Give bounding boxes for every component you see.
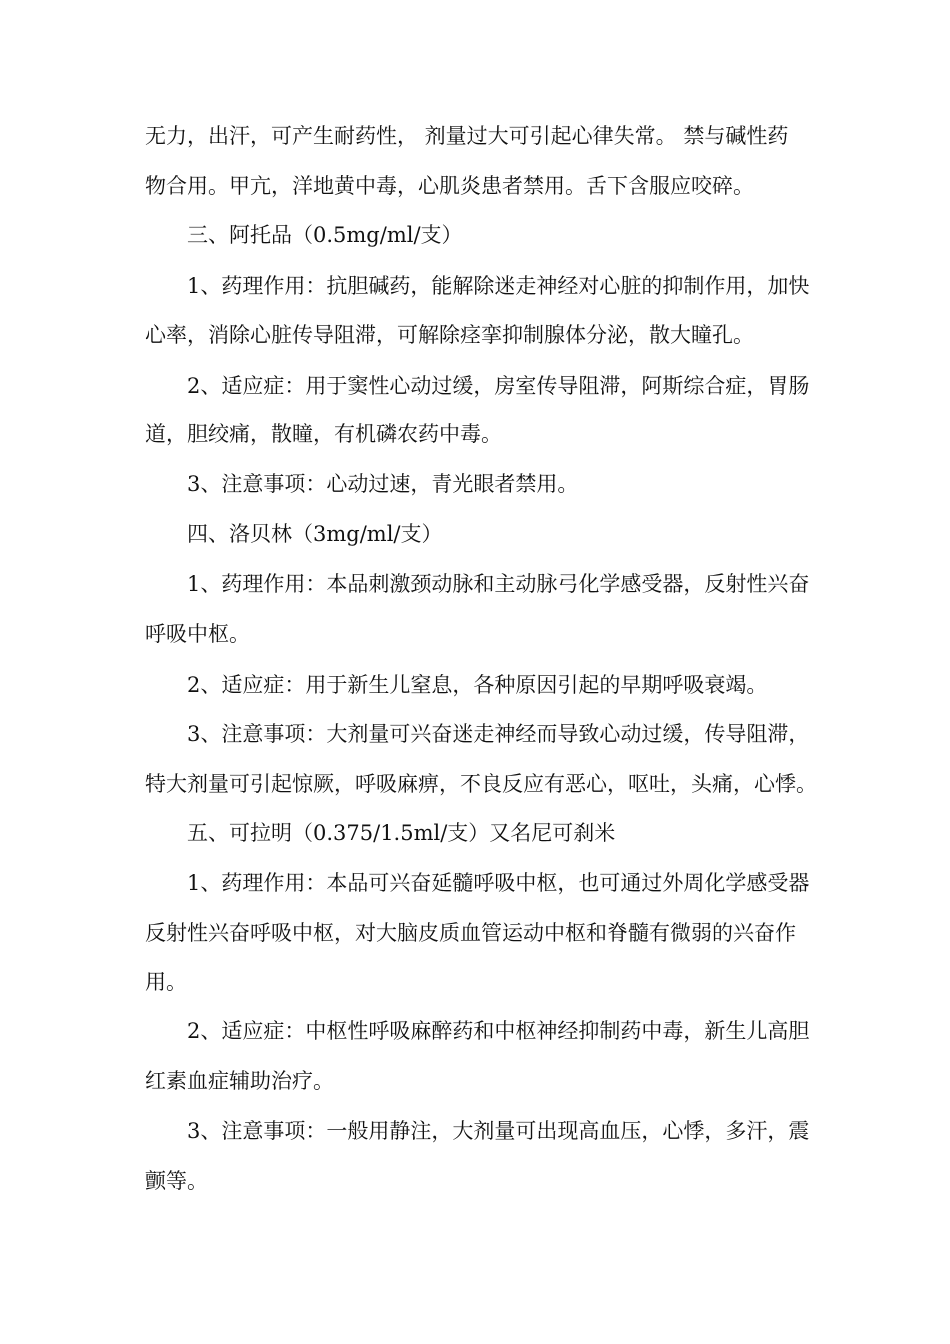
paragraph-line: 物合用。甲亢，洋地黄中毒，心肌炎患者禁用。舌下含服应咬碎。 xyxy=(145,174,754,198)
paragraph-line: 1、药理作用：本品刺激颈动脉和主动脉弓化学感受器，反射性兴奋 xyxy=(187,572,810,596)
section-heading-atropine: 三、阿托品（0.5mg/ml/支） xyxy=(187,223,463,247)
section-heading-coramine: 五、可拉明（0.375/1.5ml/支）又名尼可刹米 xyxy=(187,821,616,845)
paragraph-line: 无力，出汗，可产生耐药性， 剂量过大可引起心律失常。 禁与碱性药 xyxy=(145,124,789,148)
paragraph-line: 道，胆绞痛，散瞳，有机磷农药中毒。 xyxy=(145,422,502,446)
paragraph-line: 颤等。 xyxy=(145,1169,208,1193)
paragraph-line: 反射性兴奋呼吸中枢，对大脑皮质血管运动中枢和脊髓有微弱的兴奋作 xyxy=(145,921,796,945)
paragraph-line: 3、注意事项：一般用静注，大剂量可出现高血压，心悸，多汗，震 xyxy=(187,1119,810,1143)
paragraph-line: 用。 xyxy=(145,970,187,994)
paragraph-line: 红素血症辅助治疗。 xyxy=(145,1069,334,1093)
paragraph-line: 3、注意事项：心动过速，青光眼者禁用。 xyxy=(187,472,579,496)
paragraph-line: 心率，消除心脏传导阻滞，可解除痉挛抑制腺体分泌，散大瞳孔。 xyxy=(145,323,754,347)
section-heading-lobeline: 四、洛贝林（3mg/ml/支） xyxy=(187,522,443,546)
paragraph-line: 2、适应症：中枢性呼吸麻醉药和中枢神经抑制药中毒，新生儿高胆 xyxy=(187,1019,810,1043)
paragraph-line: 2、适应症：用于窦性心动过缓，房室传导阻滞，阿斯综合症，胃肠 xyxy=(187,374,810,398)
paragraph-line: 2、适应症：用于新生儿窒息，各种原因引起的早期呼吸衰竭。 xyxy=(187,673,768,697)
paragraph-line: 1、药理作用：本品可兴奋延髓呼吸中枢，也可通过外周化学感受器 xyxy=(187,871,810,895)
paragraph-line: 呼吸中枢。 xyxy=(145,622,250,646)
paragraph-line: 特大剂量可引起惊厥，呼吸麻痹，不良反应有恶心，呕吐，头痛，心悸。 xyxy=(145,772,817,796)
paragraph-line: 1、药理作用：抗胆碱药，能解除迷走神经对心脏的抑制作用，加快 xyxy=(187,274,810,298)
paragraph-line: 3、注意事项：大剂量可兴奋迷走神经而导致心动过缓，传导阻滞， xyxy=(187,722,810,746)
